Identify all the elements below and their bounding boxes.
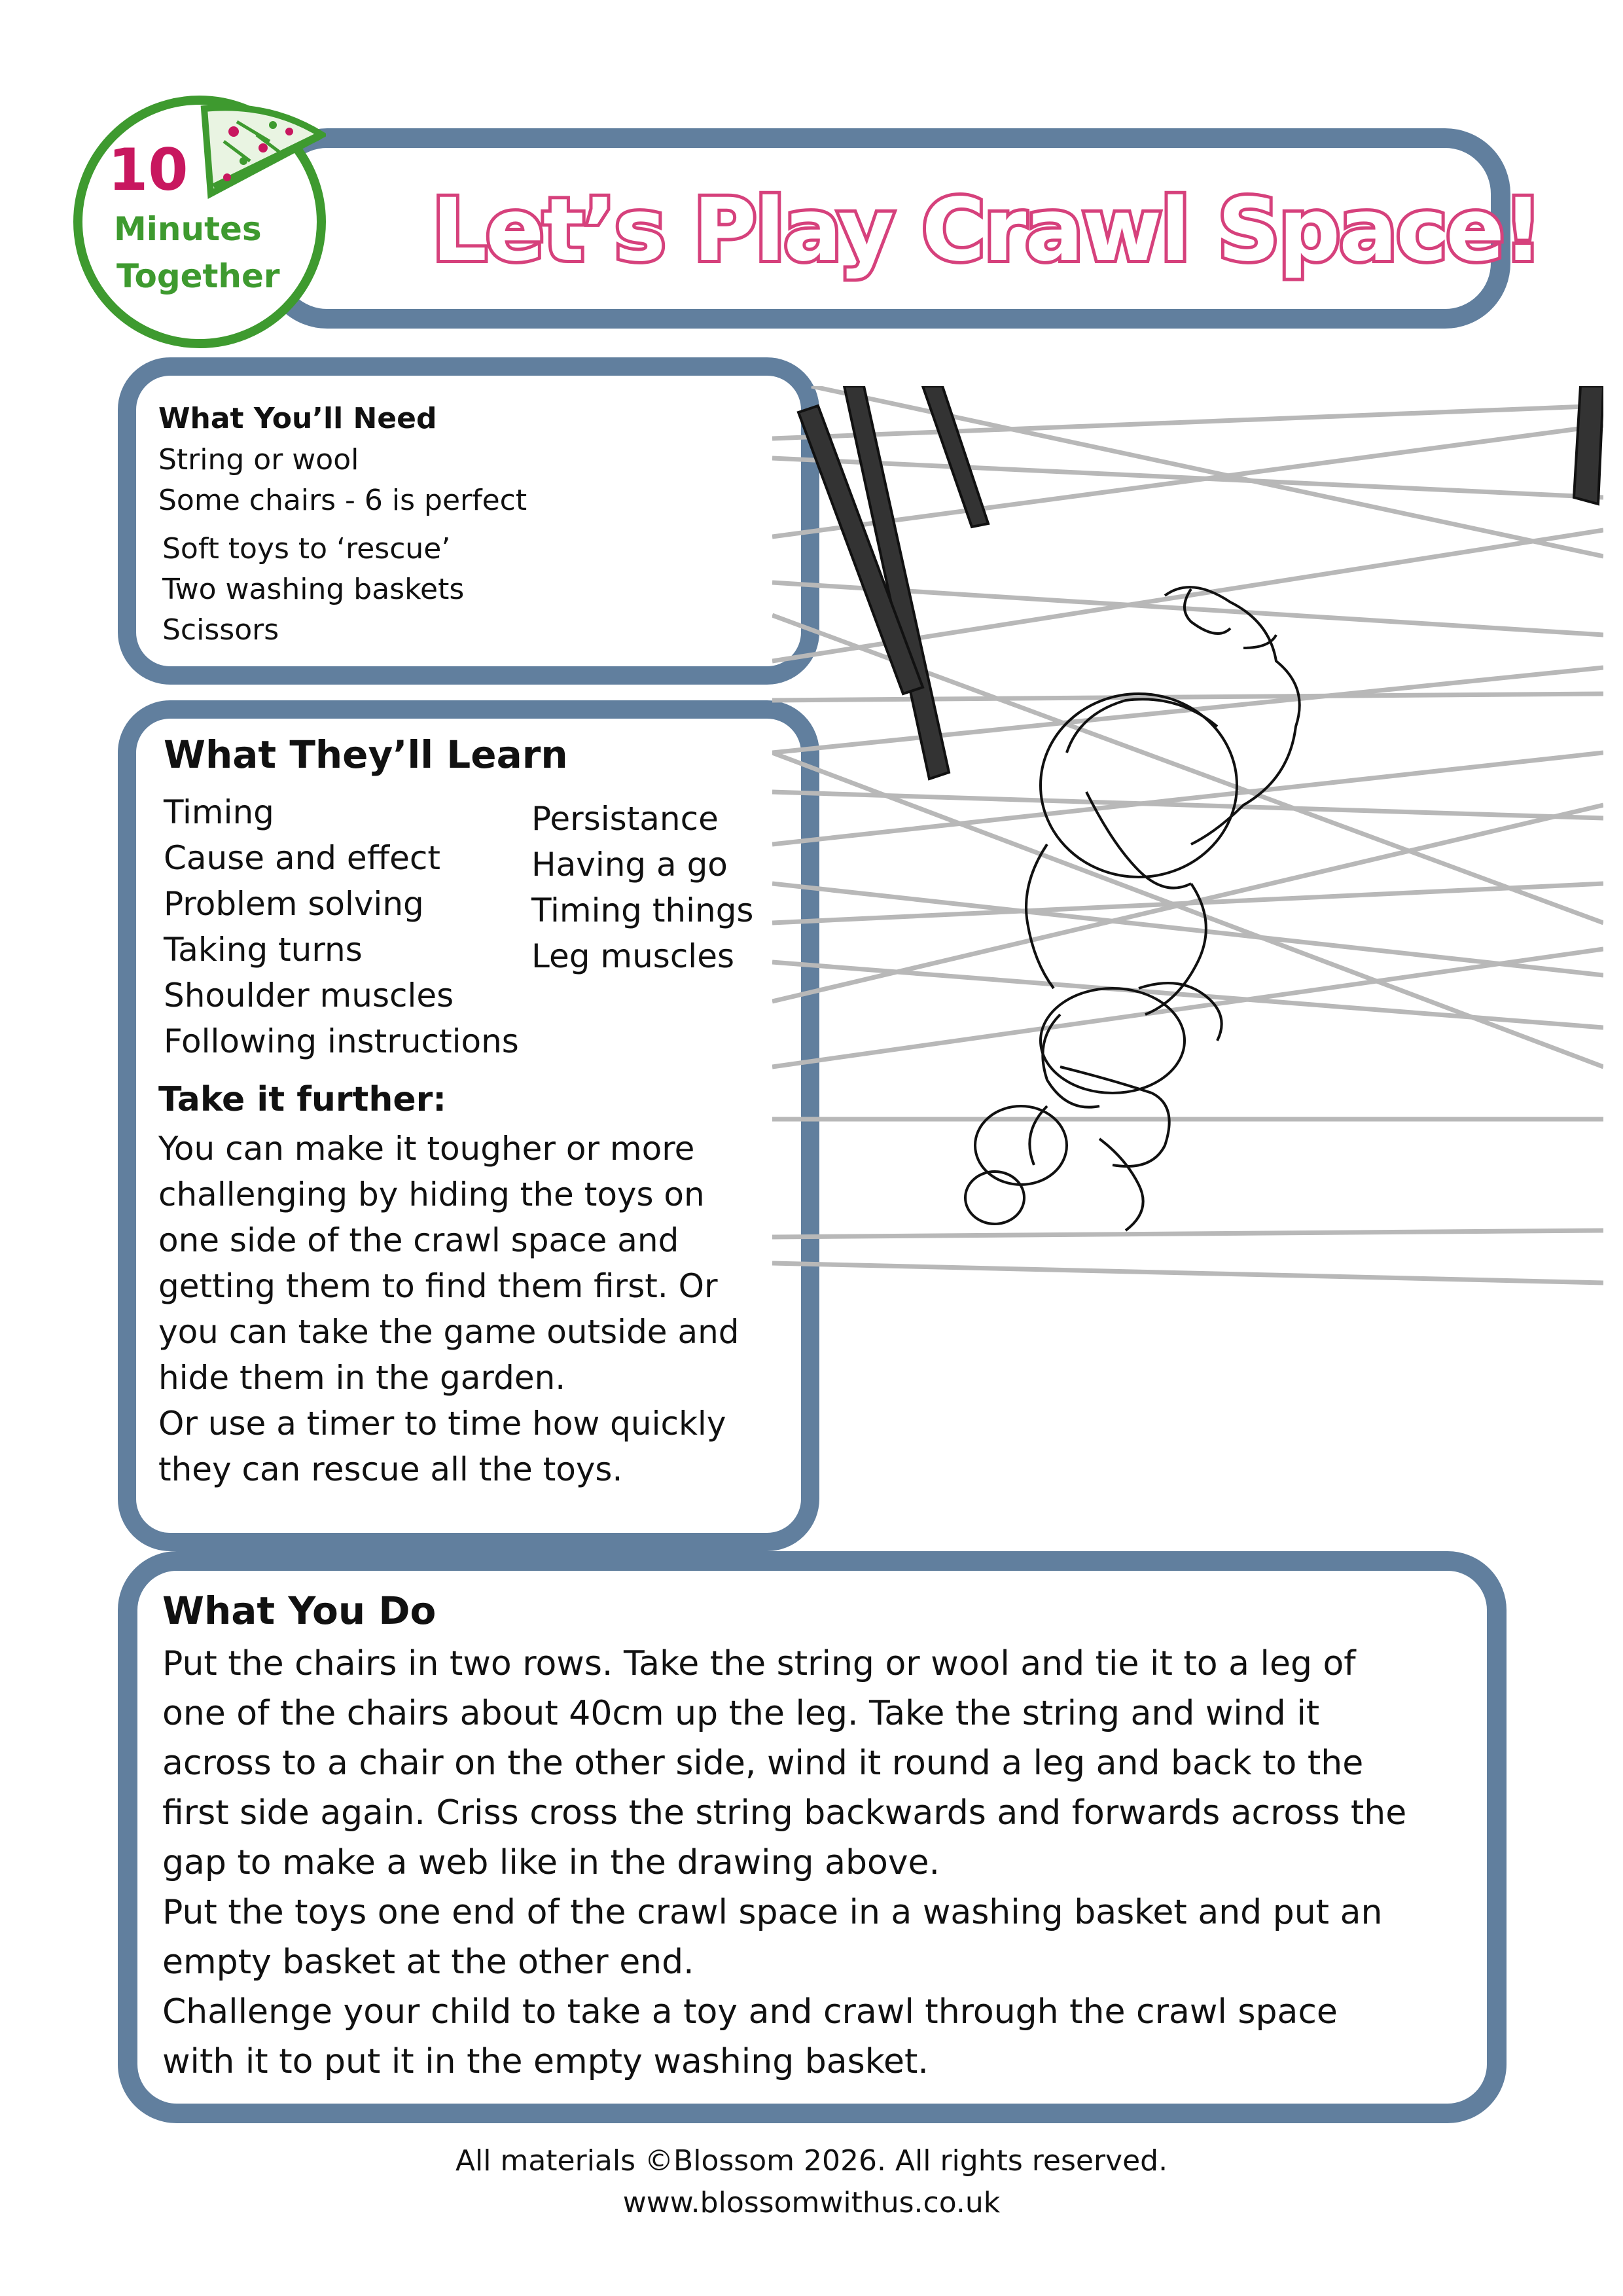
learn-item: Timing bbox=[164, 793, 274, 831]
learn-item: Following instructions bbox=[164, 1022, 519, 1060]
footer-copyright: All materials ©Blossom 2026. All rights reserved. bbox=[455, 2144, 1168, 2178]
learn-item: Taking turns bbox=[164, 931, 363, 969]
do-line: Put the toys one end of the crawl space in a washing basket and put an bbox=[162, 1893, 1383, 1932]
do-line: empty basket at the other end. bbox=[162, 1943, 694, 1982]
learn-item: Persistance bbox=[531, 800, 719, 838]
do-title: What You Do bbox=[162, 1588, 437, 1633]
further-line: Or use a timer to time how quickly bbox=[158, 1405, 726, 1443]
learn-item: Shoulder muscles bbox=[164, 977, 454, 1014]
do-line: with it to put it in the empty washing basket. bbox=[162, 2042, 929, 2081]
further-line: getting them to find them first. Or bbox=[158, 1267, 718, 1305]
learn-item: Cause and effect bbox=[164, 839, 440, 877]
further-line: hide them in the garden. bbox=[158, 1359, 566, 1397]
badge-together: Together bbox=[116, 257, 280, 295]
need-item: Some chairs - 6 is perfect bbox=[158, 484, 527, 517]
further-title: Take it further: bbox=[158, 1080, 447, 1119]
learn-title: What They’ll Learn bbox=[164, 732, 568, 777]
do-line: Put the chairs in two rows. Take the string or wool and tie it to a leg of bbox=[162, 1644, 1356, 1683]
need-item: String or wool bbox=[158, 443, 359, 476]
need-item: Soft toys to ‘rescue’ bbox=[162, 532, 451, 565]
do-line: Challenge your child to take a toy and crawl through the crawl space bbox=[162, 1992, 1338, 2032]
need-item: Scissors bbox=[162, 613, 279, 647]
learn-item: Problem solving bbox=[164, 885, 424, 923]
need-title: What You’ll Need bbox=[158, 402, 437, 435]
do-line: one of the chairs about 40cm up the leg. Take the string and wind it bbox=[162, 1694, 1320, 1733]
do-line: gap to make a web like in the drawing above. bbox=[162, 1843, 940, 1882]
string-web bbox=[772, 386, 1603, 1283]
do-line: first side again. Criss cross the string backwards and forwards across the bbox=[162, 1793, 1407, 1833]
further-line: you can take the game outside and bbox=[158, 1313, 740, 1351]
learn-item: Leg muscles bbox=[531, 937, 735, 975]
footer-url[interactable]: www.blossomwithus.co.uk bbox=[622, 2186, 1001, 2219]
learn-item: Having a go bbox=[531, 846, 728, 884]
crawl-space-illustration bbox=[772, 386, 1603, 1433]
page-title: Let’s Play Crawl Space! bbox=[432, 180, 1542, 281]
learn-item: Timing things bbox=[531, 891, 754, 929]
further-line: challenging by hiding the toys on bbox=[158, 1175, 705, 1213]
further-line: they can rescue all the toys. bbox=[158, 1450, 623, 1488]
further-line: one side of the crawl space and bbox=[158, 1221, 679, 1259]
need-item: Two washing baskets bbox=[162, 573, 465, 606]
chair-legs bbox=[798, 386, 1603, 779]
further-line: You can make it tougher or more bbox=[158, 1130, 695, 1168]
badge-minutes: Minutes bbox=[114, 210, 262, 248]
do-line: across to a chair on the other side, wind it round a leg and back to the bbox=[162, 1744, 1364, 1783]
badge-number: 10 bbox=[108, 136, 188, 204]
